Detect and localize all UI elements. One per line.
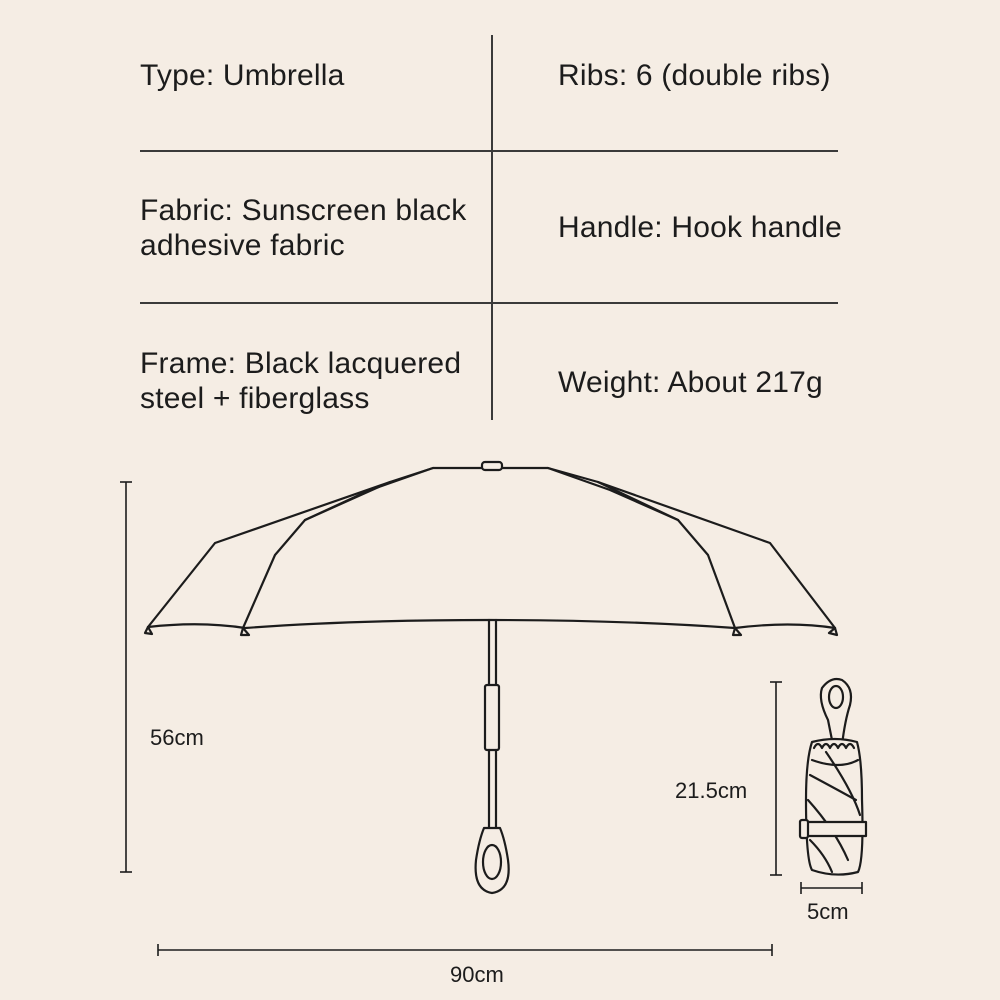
spec-fabric: Fabric: Sunscreen black adhesive fabric <box>140 193 467 262</box>
open-height-label: 56cm <box>150 725 204 750</box>
folded-width-label: 5cm <box>807 899 849 924</box>
folded-umbrella-icon <box>800 679 866 875</box>
folded-height-label: 21.5cm <box>675 778 748 803</box>
spec-type: Type: Umbrella <box>140 58 345 92</box>
spec-weight: Weight: About 217g <box>558 365 823 399</box>
open-width-label: 90cm <box>450 962 504 987</box>
spec-ribs: Ribs: 6 (double ribs) <box>558 58 831 92</box>
spec-frame: Frame: Black lacquered steel + fiberglass <box>140 346 462 415</box>
spec-handle: Handle: Hook handle <box>558 210 842 244</box>
open-umbrella-icon <box>145 462 837 893</box>
